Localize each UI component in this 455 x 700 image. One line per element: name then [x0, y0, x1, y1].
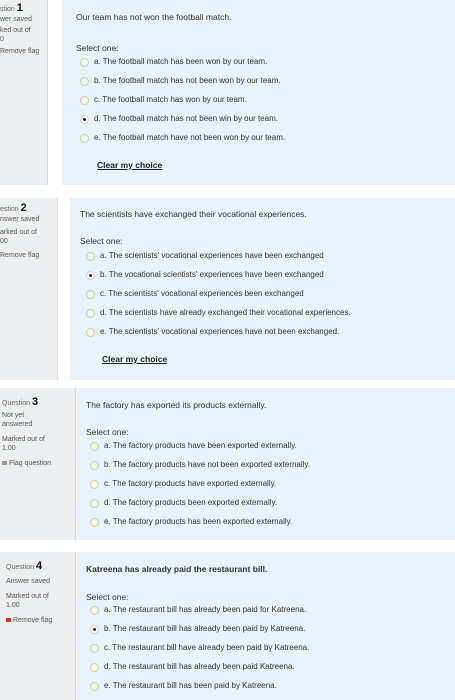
question-text: Our team has not won the football match.: [76, 12, 232, 22]
question-content: Our team has not won the football match. Select one: a. The football match has been won by our team. b. The football match has not been won by our team. c. The football match has won by our team. d. The football match has not been win by our team. e. The football match have not been won by our team. Clear my choice: [62, 0, 455, 185]
select-one-prompt: Select one:: [86, 427, 129, 437]
question-info: [0, 0, 48, 185]
question-text: The factory has exported its products externally.: [86, 400, 267, 410]
flag-question-link[interactable]: Flag question: [2, 459, 75, 468]
radio-icon[interactable]: [86, 309, 95, 318]
question-4: [0, 552, 455, 700]
question-mark: Marked out of 1.00: [6, 593, 49, 609]
question-number: stion 1: [0, 2, 23, 14]
question-3: [0, 388, 455, 540]
radio-icon[interactable]: [90, 663, 99, 672]
radio-icon[interactable]: [90, 442, 99, 451]
remove-flag-link[interactable]: Remove flag: [0, 252, 40, 259]
remove-flag-link[interactable]: Remove flag: [0, 48, 40, 55]
radio-icon[interactable]: [90, 499, 99, 508]
remove-flag-link[interactable]: Remove flag: [6, 616, 75, 625]
radio-icon[interactable]: [90, 518, 99, 527]
question-state: wer saved: [0, 16, 32, 23]
radio-icon[interactable]: [86, 271, 95, 280]
question-state: nswer saved: [0, 216, 40, 223]
radio-icon[interactable]: [90, 644, 99, 653]
question-info: [0, 552, 76, 700]
question-mark: arked out of 00: [0, 229, 37, 245]
clear-choice-link[interactable]: Clear my choice: [97, 160, 163, 170]
select-one-prompt: Select one:: [86, 592, 129, 602]
question-number: Question 3: [2, 396, 39, 408]
radio-icon[interactable]: [90, 461, 99, 470]
question-content: Katreena has already paid the restaurant bill. Select one: a. The restaurant bill has already been paid for Katreena. b. The restaurant bill has already been paid by Katreena. c. The restaurant bill have already been paid by Katreena. d. The restaurant bill has already been paid Katreena. e. The restaurant bill has been paid by Katreena.: [76, 552, 455, 700]
radio-icon[interactable]: [86, 290, 95, 299]
select-one-prompt: Select one:: [76, 43, 119, 53]
question-info: [0, 388, 76, 540]
question-mark: ked out of 0: [0, 27, 31, 43]
radio-icon[interactable]: [90, 606, 99, 615]
radio-icon[interactable]: [86, 328, 95, 337]
radio-icon[interactable]: [90, 480, 99, 489]
radio-icon[interactable]: [90, 682, 99, 691]
radio-icon[interactable]: [80, 58, 89, 67]
question-mark: Marked out of 1.00: [2, 436, 45, 452]
question-1: [0, 0, 455, 185]
radio-icon[interactable]: [80, 96, 89, 105]
radio-icon[interactable]: [86, 252, 95, 261]
question-content: The factory has exported its products externally. Select one: a. The factory products have been exported externally. b. The factory products have not been exported externally. c. The factory products have exported externally. d. The factory products been exported externally. e. The factory products has been exported externally.: [76, 388, 455, 540]
question-text: Katreena has already paid the restaurant bill.: [86, 564, 268, 574]
question-content: The scientists have exchanged their vocational experiences. Select one: a. The scientists' vocational experiences have been exchanged b. The vocational scientists' experiences have been exchanged c. The scientists' vocational experiences been exchanged d. The scientists have already exchanged their vocational experiences. e. The scientists' vocational experiences have not been exchanged. Clear my choice: [70, 198, 455, 380]
question-number: estion 2: [0, 202, 27, 214]
question-2: [0, 198, 455, 380]
radio-icon[interactable]: [80, 134, 89, 143]
clear-choice-link[interactable]: Clear my choice: [102, 354, 168, 364]
question-state: Not yet answered: [2, 412, 33, 428]
radio-icon[interactable]: [80, 115, 89, 124]
question-state: Answer saved: [6, 578, 50, 585]
radio-icon[interactable]: [80, 77, 89, 86]
select-one-prompt: Select one:: [80, 236, 123, 246]
question-text: The scientists have exchanged their vocational experiences.: [80, 209, 307, 219]
question-info: [0, 198, 58, 380]
radio-icon[interactable]: [90, 625, 99, 634]
flag-icon: [6, 618, 11, 622]
flag-icon: [2, 461, 7, 465]
question-number: Question 4: [6, 560, 43, 572]
